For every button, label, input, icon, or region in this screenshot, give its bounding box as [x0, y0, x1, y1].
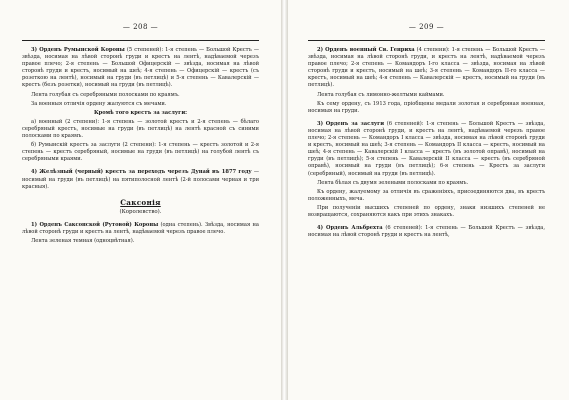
right-para-8: [308, 225, 545, 239]
order-title: 1) Орденъ Саксонской (Рутовой) Короны: [31, 221, 159, 228]
right-page: [288, 0, 569, 400]
right-para-4: [308, 121, 545, 178]
order-title: 3) Орденъ Румынской Короны: [31, 47, 125, 53]
order-body: — носимый на груди (въ петлицѣ) на пятиполосной лентѣ (2-й полосами черная и три красныя).: [22, 169, 260, 190]
left-para-2: Лента голубая съ серебряными полосками по краямъ.: [31, 91, 180, 98]
right-para-2: Лента голубая съ лимонно-желтыми каймами.: [317, 91, 445, 98]
right-para-3: Къ сему ордену, съ 1913 года, пріобщены медали золотая и серебряная военная, носимыя на груди.: [308, 100, 545, 114]
left-para-9: Лента зеленая темная (одноцвѣтная).: [31, 238, 135, 245]
right-page-number: — 209 —: [408, 23, 445, 31]
country-subheading: (Королевство).: [119, 208, 162, 215]
order-body: (6 степеней): 1-я степень — Большой Крестъ — звѣзда, носимая на лѣвой сторонѣ груди, и крестъ на лентѣ, надѣваемой черезъ правое плечо; 2-я степень — Командоръ I класса — звѣзда, носимая на лѣвой сторонѣ груди и крестъ, носимый на шеѣ; 3-я степень — Командоръ II класса — крестъ, носимый на шеѣ; 4-я степень — Кавалерскій I класса — крестъ (въ золотой оправѣ), носимый на груди (въ петлицѣ); 5-я степень — Кавалерскій II класса — крестъ (въ серебряной оправѣ), носимый на груди (въ петлицѣ); 6-я степень — Крестъ за заслуги (серебряный), носимый на груди (въ петлицѣ).: [308, 120, 545, 177]
right-para-1: [308, 47, 545, 90]
right-para-7: При полученіи высшихъ степеней по ордену, знаки низшихъ степеней не возвращаются, сохраняются какъ при этихъ знакахъ.: [308, 204, 545, 218]
order-title: 3) Орденъ за заслуги: [317, 120, 385, 127]
country-heading: Саксонія: [120, 197, 161, 207]
left-page-number: — 208 —: [122, 23, 159, 31]
left-header-rule: [22, 40, 259, 41]
right-page-text: [308, 47, 545, 239]
book-gutter: [281, 0, 288, 400]
left-subheading: Кромѣ того крестъ за заслуги:: [93, 109, 188, 116]
right-para-6: Къ ордену, жалуемому за отличія въ сраженіяхъ, присоединяются два, въ крестъ положенныхъ, меча.: [308, 188, 545, 202]
order-title: 2) Орденъ военный Св. Генриха: [317, 47, 415, 53]
left-para-7: [22, 169, 259, 190]
left-page-text: [22, 47, 259, 245]
order-body: (5 степеней): 1-я степень — Большой Крестъ — звѣзда, носимая на лѣвой сторонѣ груди и крестъ на лентѣ, надѣваемой черезъ правое плечо; 2-я степень — Большой Офицерскій — звѣзда, носимая на лѣвой сторонѣ груди и крестъ, носимый на шеѣ; 4-я степень — Офицерскій — крестъ (съ розеткою на лентѣ), носимый на груди (въ петлицѣ) и 5-я степень — Кавалерскій — крестъ (безъ розетки), носимый на груди (въ петлицѣ).: [22, 47, 259, 89]
right-para-5: Лента бѣлая съ двумя зелеными полосками по краямъ.: [317, 179, 469, 186]
order-title: 4) Желѣзный (черный) крестъ за переходъ черезъ Дунай въ 1877 году: [31, 169, 252, 176]
left-para-1: [22, 47, 259, 90]
left-para-6: б) Румынскій крестъ за заслуги (2 степени): 1-я степень — крестъ золотой и 2-я степень — крестъ серебряный, носимые на груди (въ петлицѣ) на голубой лентѣ съ серебряными краями.: [22, 142, 259, 163]
left-para-5: а) военный (2 степени): 1-я степень — золотой крестъ и 2-я степень — бѣлаго серебряный крестъ, носимые на груди (въ петлицѣ) на лентѣ красной съ синими полосками по краямъ.: [22, 118, 259, 140]
order-title: 4) Орденъ Альбрехта: [317, 225, 383, 232]
order-body: (4 степени): 1-я степень — Большой Крестъ — звѣзда, носимая на лѣвой сторонѣ груди, и крестъ на лентѣ, надѣваемой черезъ правое плечо; 2-я степень — Командоръ I-го класса — звѣзда, носимая на лѣвой сторонѣ груди и крестъ, носимый на шеѣ; 3-я степень — Командоръ II-го класса — крестъ, носимый на шеѣ; 4-я степень — Кавалерскій — крестъ, носимый на груди (въ петлицѣ).: [308, 47, 545, 89]
left-para-3: За военныя отличія ордену жалуются съ мечами.: [31, 100, 167, 107]
left-page: [0, 0, 281, 400]
left-para-8: [22, 222, 259, 236]
order-body: (6 степеней): 1-я степень — Большой Крестъ — звѣзда, носимая на лѣвой сторонѣ груди и крестъ на лентѣ,: [308, 225, 545, 239]
order-body: (одна степень). Звѣзда, носимая на лѣвой сторонѣ груди и крестъ на лентѣ, надѣваемой черезъ правое плечо.: [22, 221, 260, 235]
right-header-rule: [308, 40, 545, 41]
